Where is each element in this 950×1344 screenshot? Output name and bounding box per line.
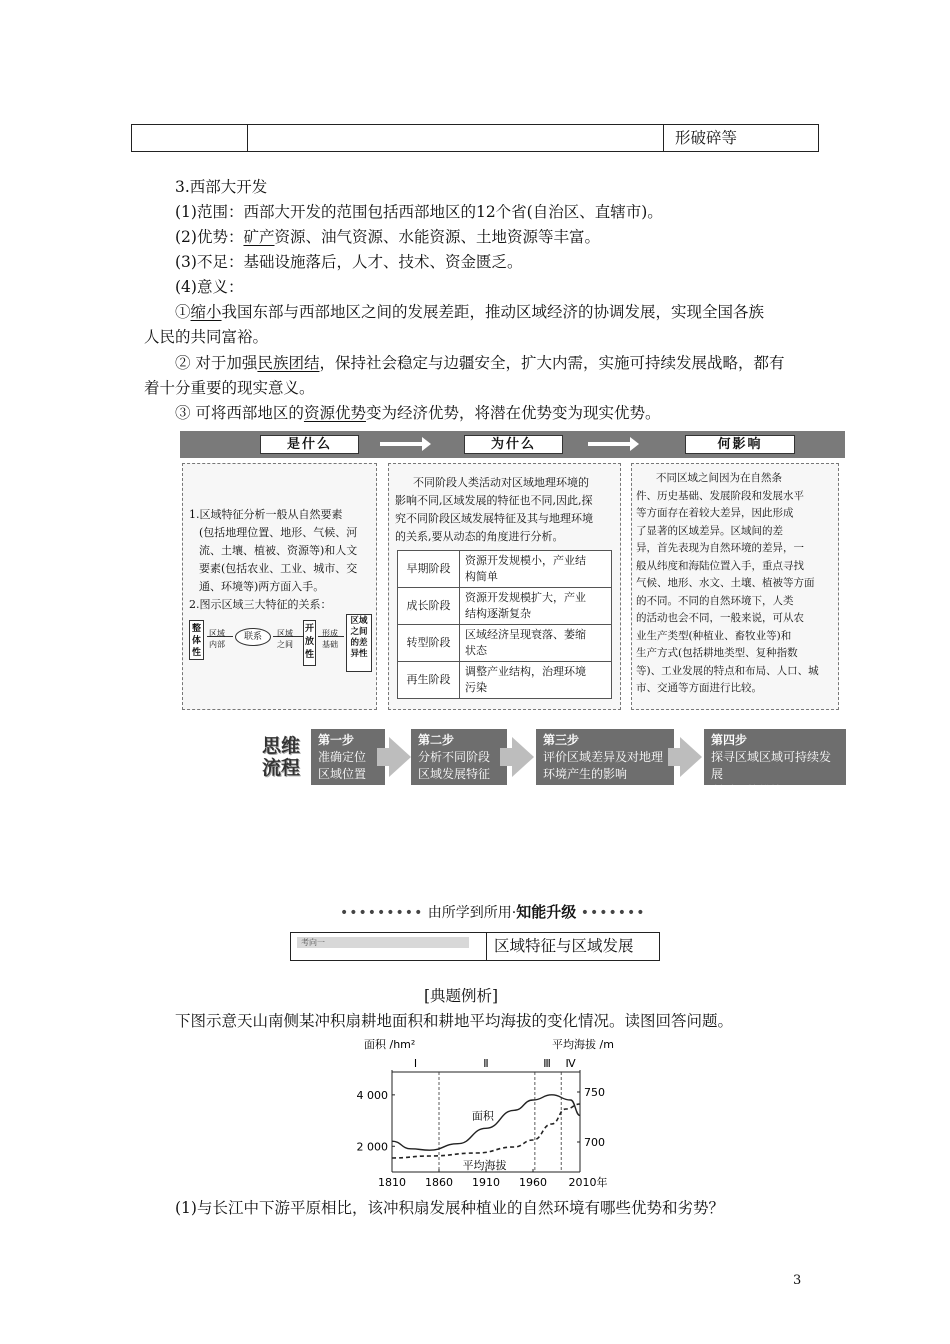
flow-arrow-icon xyxy=(389,737,411,777)
relation-label: 区域 xyxy=(277,629,293,638)
panel-text-line: 市、交通等方面进行比较。 xyxy=(636,682,762,694)
y-left-axis-label: 面积 /hm² xyxy=(364,1038,416,1051)
panel-text-line: 的活动也会不同，一般来说，可从农 xyxy=(636,612,804,624)
flow-step-4 xyxy=(704,729,846,798)
panel-what xyxy=(182,463,377,710)
stage-desc xyxy=(460,625,612,662)
item-advantage xyxy=(175,225,600,249)
step-text: 环境产生的影响 xyxy=(543,767,628,781)
significance-1-cont: 人民的共同富裕。 xyxy=(144,328,269,346)
top-table xyxy=(131,124,819,152)
step-title: 第一步 xyxy=(318,733,355,747)
significance-2-cont: 着十分重要的现实意义。 xyxy=(144,379,315,397)
underlined-term: 缩小 xyxy=(190,303,222,321)
series-label: 面积 xyxy=(471,1109,494,1123)
panel-text-line: 不同区域之间因为在自然条 xyxy=(656,472,782,484)
stage-name: 再生阶段 xyxy=(398,662,460,699)
dots-decoration: ••••••• xyxy=(580,905,646,921)
arrow-right-icon xyxy=(588,442,631,446)
panel-text-line: 要素(包括农业、工业、城市、交 xyxy=(199,562,358,575)
stage-name: 早期阶段 xyxy=(398,551,460,588)
panel-text-line: 通、环境等)两方面入手。 xyxy=(199,580,325,593)
panel-text-line: 1.区域特征分析一般从自然要素 xyxy=(189,508,343,521)
desc-line: 污染 xyxy=(465,681,487,694)
table-cell xyxy=(248,125,664,151)
panel-text-line: 般从纬度和海陆位置入手，重点寻找 xyxy=(636,559,804,572)
underlined-term: 资源优势 xyxy=(303,404,366,422)
series-label: 平均海拔 xyxy=(462,1159,507,1172)
desc-line: 状态 xyxy=(465,644,487,657)
x-tick-label: 1910 xyxy=(472,1176,500,1189)
step-text: 分析不同阶段 xyxy=(418,750,491,764)
panel-why xyxy=(388,463,621,710)
logo-text: 流程 xyxy=(262,757,301,779)
desc-line: 调整产业结构，治理环境 xyxy=(465,665,586,678)
underlined-term: 矿产 xyxy=(243,228,275,246)
item-text: 资源、油气资源、水能资源、土地资源等丰富。 xyxy=(274,228,600,246)
panel-text-line: 了显著的区域差异。区域间的差 xyxy=(636,524,783,537)
desc-line: 区域经济呈现衰落、萎缩 xyxy=(465,628,586,641)
dots-decoration: ••••••••• xyxy=(340,905,424,921)
text: ，保持社会稳定与边疆安全，扩大内需，实施可持续发展战略，都有 xyxy=(319,354,785,372)
item-significance: (4)意义： xyxy=(175,278,244,296)
relation-label: 内部 xyxy=(209,640,225,649)
y-left-tick-label: 4 000 xyxy=(356,1088,388,1102)
panel-text-line: 的关系,要从动态的角度进行分析。 xyxy=(395,530,564,543)
arrow-right-icon xyxy=(380,442,423,446)
table-row xyxy=(398,662,612,699)
panel-text-line: 影响不同,区域发展的特征也不同,因此,探 xyxy=(395,494,593,507)
logo-text: 思维 xyxy=(262,735,301,757)
step-title: 第四步 xyxy=(711,733,748,747)
panel-text-line: 气候、地形、水文、土壤、植被等方面 xyxy=(636,577,815,589)
relation-box: 区域之间的差异性 xyxy=(346,614,372,672)
flow-logo xyxy=(262,735,300,779)
panel-text-line: 异，首先表现为自然环境的差异，一 xyxy=(636,542,804,554)
banner-text-bold: 知能升级 xyxy=(516,903,577,921)
relation-label: 基础 xyxy=(322,640,338,649)
item-scope: (1)范围：西部大开发的范围包括西部地区的12个省(自治区、直辖市)。 xyxy=(175,203,663,221)
stage-name: 成长阶段 xyxy=(398,588,460,625)
stage-label: Ⅲ xyxy=(543,1057,551,1070)
divider xyxy=(486,933,487,960)
y-right-axis-label: 平均海拔 /m xyxy=(552,1038,614,1051)
stage-label: Ⅱ xyxy=(483,1057,489,1070)
panel-text-line: 流、土壤、植被、资源等)和人文 xyxy=(199,544,358,557)
stage-desc xyxy=(460,662,612,699)
x-tick-label: 1810 xyxy=(378,1176,406,1189)
diagram-header-bar xyxy=(180,431,845,458)
step-text: 准确定位 xyxy=(318,750,367,764)
example-question: 下图示意天山南侧某冲积扇耕地面积和耕地平均海拔的变化情况。读图回答问题。 xyxy=(175,1012,734,1030)
flow-step-2 xyxy=(411,729,507,785)
relation-box: 整体性 xyxy=(189,620,204,660)
topic-title: 区域特征与区域发展 xyxy=(494,937,634,955)
relation-diagram xyxy=(187,614,377,674)
stage-desc xyxy=(460,588,612,625)
step-text: 所采取的措施 xyxy=(711,784,784,798)
x-tick-label: 2010年 xyxy=(568,1176,608,1189)
header-impact: 何影响 xyxy=(685,435,795,454)
panel-text-line: (包括地理位置、地形、气候、河 xyxy=(199,526,358,539)
relation-label: 之间 xyxy=(277,640,293,649)
panel-text-line: 究不同阶段区域发展特征及其与地理环境 xyxy=(395,512,593,525)
topic-box xyxy=(290,932,660,961)
desc-line: 资源开发规模小，产业结 xyxy=(465,554,586,567)
panel-text-line: 业生产类型(种植业、畜牧业等)和 xyxy=(636,629,792,642)
section-title: 3.西部大开发 xyxy=(175,178,268,196)
y-right-tick-label: 700 xyxy=(584,1136,605,1149)
panel-text-line: 件、历史基础、发展阶段和发展水平 xyxy=(636,489,804,502)
line-chart xyxy=(350,1032,650,1192)
flow-step-3 xyxy=(536,729,674,785)
panel-text-line: 不同阶段人类活动对区域地理环境的 xyxy=(413,476,589,489)
panel-impact xyxy=(631,463,839,710)
text: 变为经济优势，将潜在优势变为现实优势。 xyxy=(365,404,661,422)
step-title: 第二步 xyxy=(418,733,455,747)
table-row xyxy=(398,588,612,625)
header-why: 为什么 xyxy=(464,435,563,454)
x-tick-label: 1860 xyxy=(425,1176,453,1189)
panel-text-line: 2.图示区域三大特征的关系： xyxy=(189,598,332,611)
topic-tag: 考向一 xyxy=(297,937,469,948)
significance-1 xyxy=(175,300,764,324)
stage-table xyxy=(397,550,612,699)
step-text: 区域位置 xyxy=(318,767,367,781)
marker: ① xyxy=(175,303,191,321)
sub-question-1: (1)与长江中下游平原相比，该冲积扇发展种植业的自然环境有哪些优势和劣势？ xyxy=(175,1199,724,1217)
series-line-area xyxy=(392,1095,580,1150)
panel-text-line: 的不同。不同的自然环境下，人类 xyxy=(636,594,794,607)
step-text: 评价区域差异及对地理 xyxy=(543,750,664,764)
flow-step-1 xyxy=(311,729,385,785)
text: ② 对于加强 xyxy=(175,354,258,372)
example-heading: [典题例析] xyxy=(424,987,499,1005)
desc-line: 构简单 xyxy=(465,570,498,583)
table-cell-text: 形破碎等 xyxy=(675,129,738,147)
table-row xyxy=(398,625,612,662)
table-cell xyxy=(132,125,248,151)
significance-3 xyxy=(175,401,660,425)
item-shortcoming: (3)不足：基础设施落后，人才、技术、资金匮乏。 xyxy=(175,253,523,271)
relation-label: 形成 xyxy=(322,629,338,638)
y-left-tick-label: 2 000 xyxy=(356,1140,388,1154)
panel-text-line: 等)、工业发展的特点和布局、人口、城 xyxy=(636,664,819,677)
panel-text-line: 等方面存在着较大差异，因此形成 xyxy=(636,507,794,519)
section-banner xyxy=(340,901,670,923)
underlined-term: 民族团结 xyxy=(257,354,320,372)
item-label: (2)优势： xyxy=(175,228,244,246)
desc-line: 资源开发规模扩大，产业 xyxy=(465,591,586,604)
banner-text: 由所学到所用· xyxy=(427,905,517,921)
relation-ellipse: 联系 xyxy=(235,628,271,646)
stage-label: Ⅳ xyxy=(565,1057,576,1070)
relation-box: 开放性 xyxy=(303,620,316,666)
table-row xyxy=(398,551,612,588)
step-text: 区域发展特征 xyxy=(418,767,491,781)
stage-name: 转型阶段 xyxy=(398,625,460,662)
desc-line: 结构逐渐复杂 xyxy=(465,607,531,620)
x-tick-label: 1960 xyxy=(519,1176,547,1189)
stage-desc xyxy=(460,551,612,588)
text: 我国东部与西部地区之间的发展差距，推动区域经济的协调发展，实现全国各族 xyxy=(221,303,765,321)
flow-arrow-icon xyxy=(680,737,702,777)
step-text: 探寻区域区域可持续发展 xyxy=(711,750,832,781)
flow-arrow-icon xyxy=(512,737,534,777)
panel-text-line: 生产方式(包括耕地类型、复种指数 xyxy=(636,647,798,659)
step-title: 第三步 xyxy=(543,733,580,747)
text: ③ 可将西部地区的 xyxy=(175,404,304,422)
header-what: 是什么 xyxy=(260,435,359,454)
page-number: 3 xyxy=(793,1273,802,1288)
relation-label: 区域 xyxy=(209,629,225,638)
significance-2 xyxy=(175,351,784,375)
stage-label: Ⅰ xyxy=(413,1057,418,1070)
y-right-tick-label: 750 xyxy=(584,1086,605,1099)
